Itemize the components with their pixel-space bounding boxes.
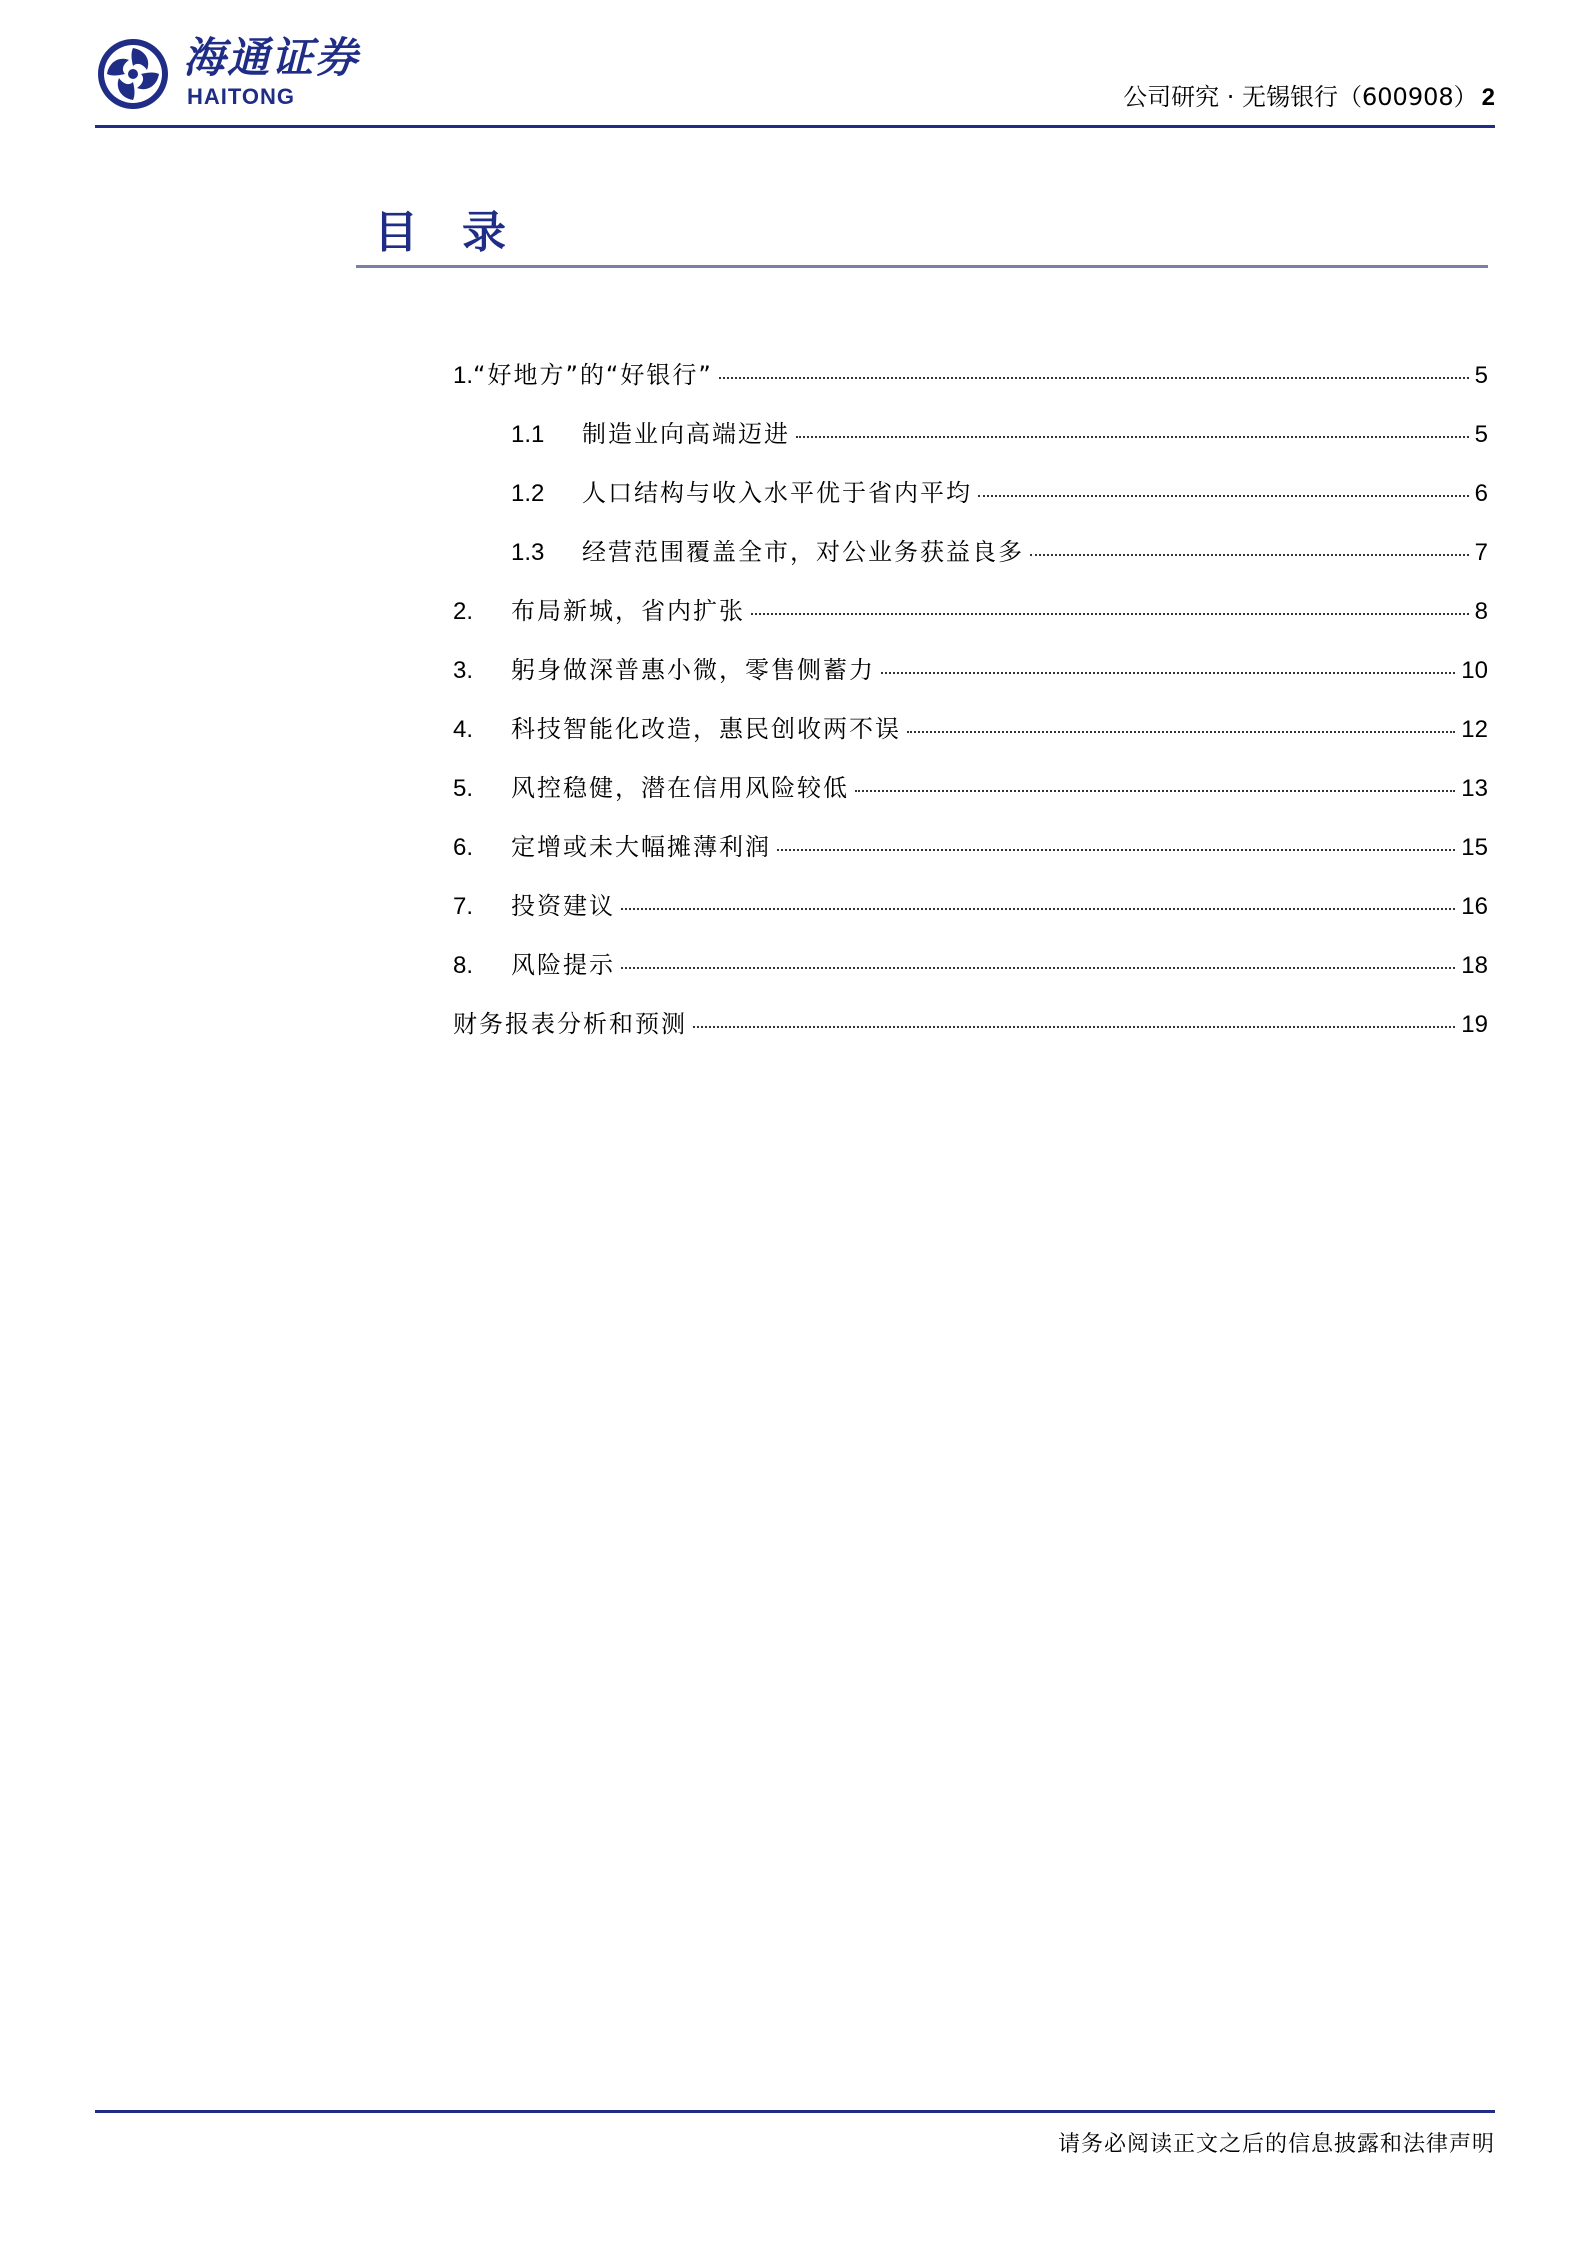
toc-entry[interactable]: [453, 768, 1488, 827]
toc-leader-dots: [719, 377, 1469, 379]
page-header: [95, 30, 1495, 130]
toc-entry-label: “好地方”的“好银行”: [473, 361, 713, 389]
toc-entry-label: 投资建议: [511, 892, 615, 920]
toc-entry[interactable]: [453, 414, 1488, 473]
toc-entry-label: 定增或未大幅摊薄利润: [511, 833, 771, 861]
toc-entry[interactable]: [453, 827, 1488, 886]
toc-entry[interactable]: [453, 709, 1488, 768]
toc-leader-dots: [751, 613, 1469, 615]
toc-entry-number: 7.: [453, 893, 474, 920]
toc-entry-number: 5.: [453, 775, 474, 802]
toc-entry-label: 人口结构与收入水平优于省内平均: [582, 479, 972, 507]
toc-entry-number: 3.: [453, 657, 474, 684]
toc-entry-number: 1.3: [511, 539, 545, 566]
footer-divider: [95, 2110, 1495, 2113]
toc-leader-dots: [1030, 554, 1469, 556]
toc-entry-number: 2.: [453, 598, 474, 625]
toc-entry-number: 8.: [453, 952, 474, 979]
toc-entry-label: 风险提示: [511, 951, 615, 979]
toc-entry-label: 风控稳健，潜在信用风险较低: [511, 774, 849, 802]
toc-entry[interactable]: [453, 650, 1488, 709]
toc-entry-page: 19: [1461, 1011, 1488, 1038]
toc-entry-label: 布局新城，省内扩张: [511, 597, 745, 625]
toc-entry-page: 5: [1474, 362, 1488, 389]
logo-chinese-text: 海通证券: [183, 33, 360, 82]
toc-title-divider: [356, 265, 1488, 268]
toc-entry-label: 经营范围覆盖全市，对公业务获益良多: [582, 538, 1024, 566]
toc-entry-page: 16: [1461, 893, 1488, 920]
toc-entry-number: 6.: [453, 834, 474, 861]
report-title: 公司研究 · 无锡银行（600908）: [1123, 83, 1478, 111]
toc-entry-page: 12: [1461, 716, 1488, 743]
logo-english-text: HAITONG: [187, 84, 296, 109]
toc-entry[interactable]: [453, 532, 1488, 591]
toc-entry-page: 15: [1461, 834, 1488, 861]
toc-entry[interactable]: [453, 355, 1488, 414]
toc-title: 目录: [374, 207, 550, 258]
toc-entry[interactable]: [453, 886, 1488, 945]
report-info: [1123, 82, 1495, 113]
page-number: 2: [1481, 84, 1495, 111]
toc-entry[interactable]: [453, 473, 1488, 532]
toc-entry-number: 1.: [453, 362, 474, 389]
toc-entry-number: 1.1: [511, 421, 545, 448]
toc-entry-page: 5: [1474, 421, 1488, 448]
toc-entry-page: 10: [1461, 657, 1488, 684]
toc-entry-page: 8: [1474, 598, 1488, 625]
header-divider: [95, 125, 1495, 128]
toc-leader-dots: [621, 908, 1455, 910]
toc-entry-label: 制造业向高端迈进: [582, 420, 790, 448]
toc-leader-dots: [978, 495, 1469, 497]
table-of-contents: [453, 355, 1488, 1063]
toc-leader-dots: [777, 849, 1455, 851]
toc-entry-label: 财务报表分析和预测: [453, 1010, 687, 1038]
toc-entry[interactable]: [453, 591, 1488, 650]
toc-entry-number: 1.2: [511, 480, 545, 507]
toc-leader-dots: [693, 1026, 1455, 1028]
toc-entry-page: 18: [1461, 952, 1488, 979]
toc-leader-dots: [621, 967, 1455, 969]
haitong-logo-icon: [95, 36, 171, 112]
toc-entry-number: 4.: [453, 716, 474, 743]
footer-disclaimer: 请务必阅读正文之后的信息披露和法律声明: [1057, 2132, 1495, 2157]
toc-entry-page: 13: [1461, 775, 1488, 802]
toc-entry[interactable]: [453, 1004, 1488, 1063]
toc-leader-dots: [881, 672, 1455, 674]
toc-leader-dots: [855, 790, 1455, 792]
toc-entry-page: 6: [1474, 480, 1488, 507]
toc-entry-label: 躬身做深普惠小微，零售侧蓄力: [511, 656, 875, 684]
toc-entry-page: 7: [1474, 539, 1488, 566]
toc-leader-dots: [796, 436, 1469, 438]
toc-leader-dots: [907, 731, 1455, 733]
toc-entry[interactable]: [453, 945, 1488, 1004]
toc-entry-label: 科技智能化改造，惠民创收两不误: [511, 715, 901, 743]
